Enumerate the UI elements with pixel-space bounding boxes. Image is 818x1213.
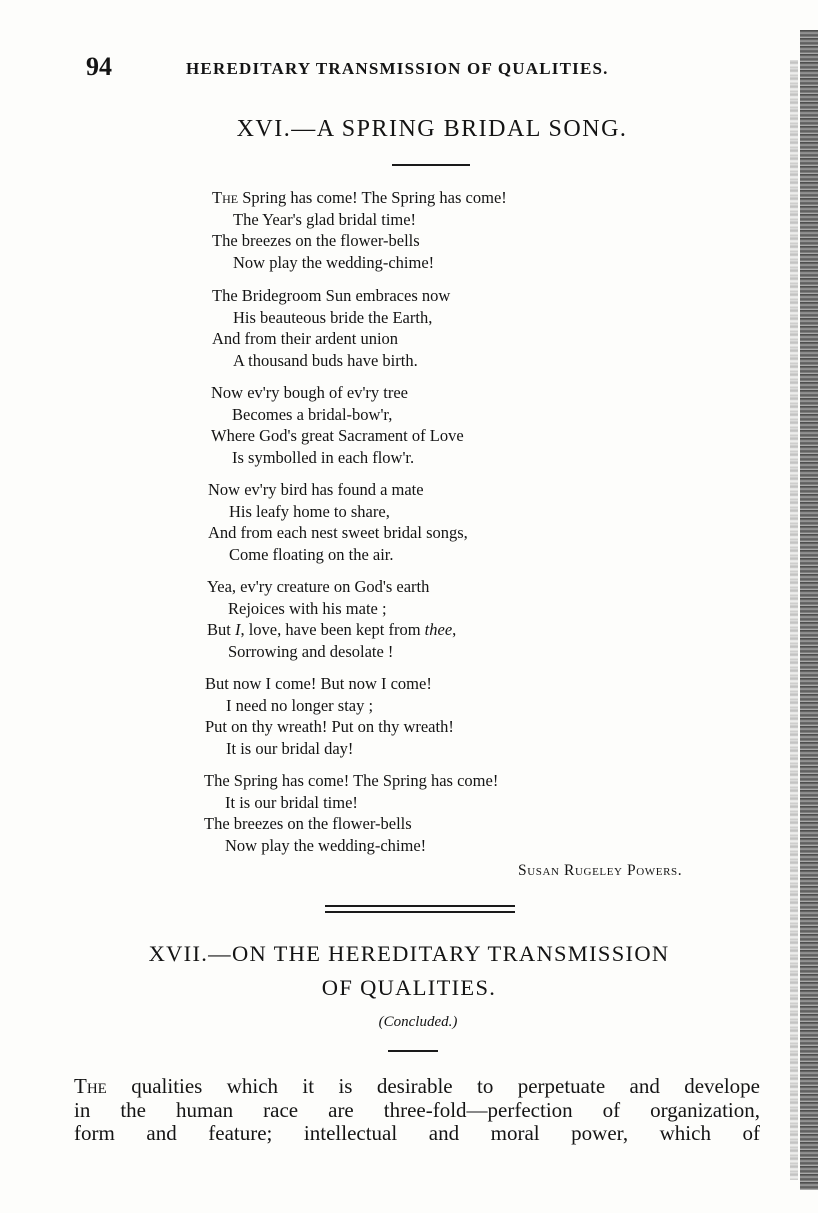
poem-line: It is our bridal time! bbox=[225, 792, 358, 812]
poem-line: The Bridegroom Sun embraces now bbox=[212, 286, 451, 305]
poem-line: And from their ardent union bbox=[212, 329, 399, 348]
poem-line: But I, love, have been kept from thee, bbox=[207, 620, 457, 639]
running-title: HEREDITARY TRANSMISSION OF QUALITIES. bbox=[186, 59, 609, 78]
poem-line: Now play the wedding-chime! bbox=[225, 835, 427, 855]
article-title-line-2: OF QUALITIES. bbox=[321, 975, 497, 1000]
poem-line: The Spring has come! The Spring has come! bbox=[212, 188, 507, 207]
poem-line: His beauteous bride the Earth, bbox=[233, 307, 433, 327]
stanza-2 bbox=[212, 285, 450, 371]
poem-line: The breezes on the flower-bells bbox=[212, 231, 420, 250]
poem-line: But now I come! But now I come! bbox=[205, 674, 432, 693]
poem-line: Sorrowing and desolate ! bbox=[228, 641, 394, 661]
article-title-rule bbox=[388, 1050, 438, 1052]
poem-line: His leafy home to share, bbox=[229, 501, 390, 521]
poem-title-rule bbox=[392, 164, 470, 166]
article-concluded-note: (Concluded.) bbox=[378, 1014, 458, 1030]
poem-line: Rejoices with his mate ; bbox=[228, 598, 387, 618]
poem-line: Now ev'ry bough of ev'ry tree bbox=[211, 383, 409, 402]
article-title-line-1: XVII.—ON THE HEREDITARY TRANSMISSION bbox=[148, 941, 670, 966]
body-line: The qualities which it is desirable to perpetuate and develope bbox=[74, 1074, 760, 1098]
poem-line: Now ev'ry bird has found a mate bbox=[208, 480, 424, 499]
poem-line: Is symbolled in each flow'r. bbox=[232, 447, 415, 467]
poem-line: Put on thy wreath! Put on thy wreath! bbox=[205, 717, 454, 736]
poem-line: Becomes a bridal-bow'r, bbox=[232, 404, 393, 424]
stanza-4 bbox=[208, 479, 468, 565]
running-head bbox=[86, 52, 686, 82]
poem-line: It is our bridal day! bbox=[226, 738, 354, 758]
poem-line: The Spring has come! The Spring has come! bbox=[204, 771, 499, 790]
stanza-6 bbox=[205, 673, 454, 759]
poem-line: Come floating on the air. bbox=[229, 544, 394, 564]
binding-shadow bbox=[790, 60, 798, 1180]
stanza-7 bbox=[204, 770, 498, 856]
poem-line: And from each nest sweet bridal songs, bbox=[208, 523, 468, 542]
poem-line: A thousand buds have birth. bbox=[233, 350, 418, 370]
poem-title: XVI.—A SPRING BRIDAL SONG. bbox=[236, 116, 628, 142]
stanza-5 bbox=[207, 576, 456, 662]
poem-line: Yea, ev'ry creature on God's earth bbox=[207, 577, 430, 596]
poem-line: The breezes on the flower-bells bbox=[204, 814, 412, 833]
body-line: in the human race are three-fold—perfection of organization, bbox=[74, 1097, 760, 1122]
book-binding-edge bbox=[800, 30, 818, 1190]
body-line: form and feature; intellectual and moral power, which of bbox=[74, 1121, 760, 1145]
stanza-3 bbox=[211, 382, 464, 468]
poem-line: The Year's glad bridal time! bbox=[233, 209, 417, 229]
page-number: 94 bbox=[86, 52, 112, 81]
stanza-1 bbox=[212, 187, 507, 273]
section-divider bbox=[325, 905, 515, 913]
poem-line: I need no longer stay ; bbox=[226, 695, 374, 715]
poem-line: Now play the wedding-chime! bbox=[233, 252, 435, 272]
article-body bbox=[74, 1075, 760, 1146]
poem-line: Where God's great Sacrament of Love bbox=[211, 426, 464, 445]
poem-attribution: Susan Rugeley Powers. bbox=[518, 862, 683, 879]
